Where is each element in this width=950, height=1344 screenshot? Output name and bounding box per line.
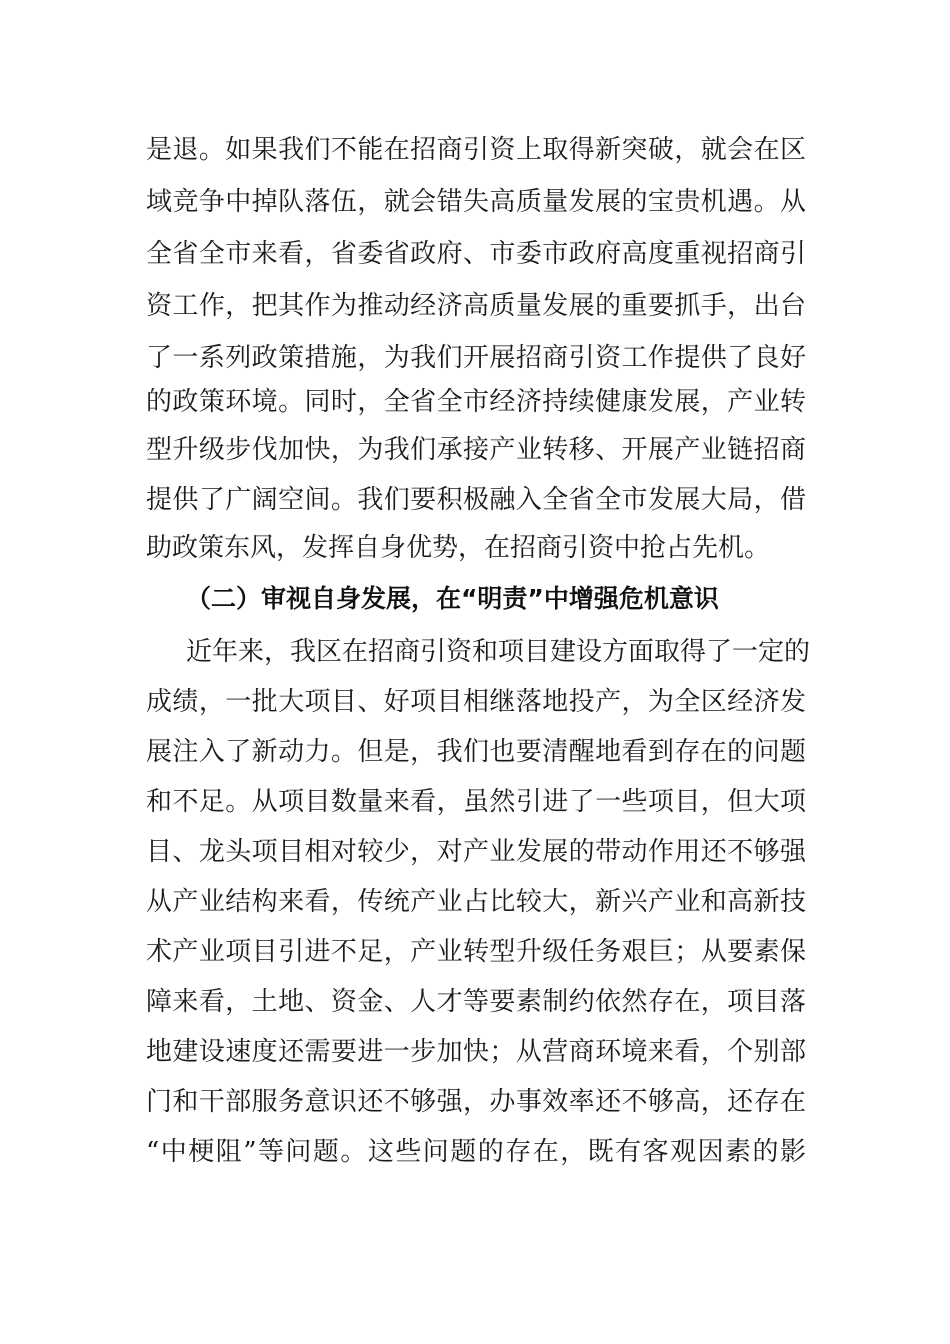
paragraph-line: 和不足。从项目数量来看，虽然引进了一些项目，但大项 [146, 787, 806, 817]
paragraph-line: 型升级步伐加快，为我们承接产业转移、开展产业链招商 [146, 435, 806, 465]
paragraph-line: 门和干部服务意识还不够强，办事效率还不够高，还存在 [146, 1087, 806, 1117]
paragraph-line: 提供了广阔空间。我们要积极融入全省全市发展大局，借 [146, 485, 806, 515]
paragraph-line: 助政策东风，发挥自身优势，在招商引资中抢占先机。 [146, 533, 771, 563]
paragraph-line: 资工作，把其作为推动经济高质量发展的重要抓手，出台 [146, 291, 806, 321]
paragraph-line: 地建设速度还需要进一步加快；从营商环境来看，个别部 [146, 1037, 806, 1067]
paragraph-line: 了一系列政策措施，为我们开展招商引资工作提供了良好 [146, 343, 806, 373]
paragraph-line: 的政策环境。同时，全省全市经济持续健康发展，产业转 [146, 387, 806, 417]
paragraph-line: 成绩，一批大项目、好项目相继落地投产，为全区经济发 [146, 687, 806, 717]
paragraph-line: 全省全市来看，省委省政府、市委市政府高度重视招商引 [146, 239, 806, 269]
paragraph-line: 近年来，我区在招商引资和项目建设方面取得了一定的 [186, 637, 811, 667]
paragraph-line: “中梗阻”等问题。这些问题的存在，既有客观因素的影 [146, 1137, 806, 1167]
paragraph-line: 是退。如果我们不能在招商引资上取得新突破，就会在区 [146, 135, 806, 165]
paragraph-line: 术产业项目引进不足，产业转型升级任务艰巨；从要素保 [146, 937, 806, 967]
paragraph-line: 展注入了新动力。但是，我们也要清醒地看到存在的问题 [146, 737, 806, 767]
paragraph-line: 障来看，土地、资金、人才等要素制约依然存在，项目落 [146, 987, 806, 1017]
paragraph-line: 域竞争中掉队落伍，就会错失高质量发展的宝贵机遇。从 [146, 187, 806, 217]
paragraph-line: 从产业结构来看，传统产业占比较大，新兴产业和高新技 [146, 887, 806, 917]
paragraph-line: 目、龙头项目相对较少，对产业发展的带动作用还不够强 [146, 837, 806, 867]
section-heading: （二）审视自身发展，在“明责”中增强危机意识 [186, 584, 719, 613]
